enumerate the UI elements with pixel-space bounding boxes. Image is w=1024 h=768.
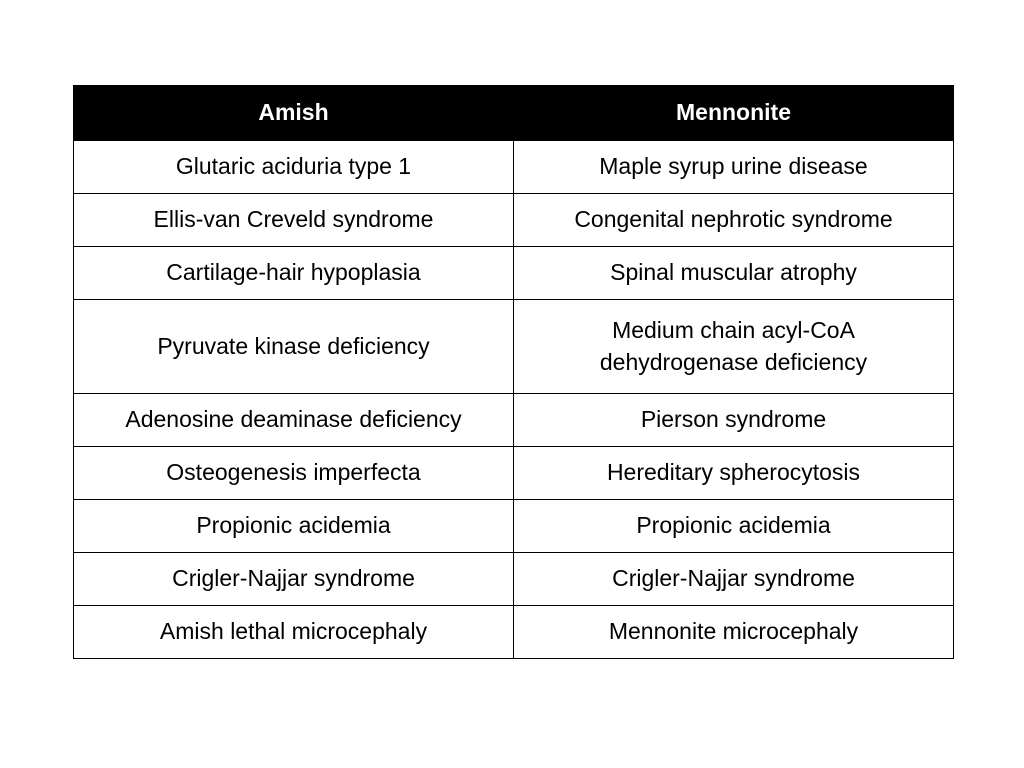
cell-amish: Propionic acidemia — [74, 500, 514, 553]
cell-mennonite-line: Mennonite microcephaly — [608, 618, 859, 645]
cell-mennonite — [514, 553, 954, 606]
cell-amish: Pyruvate kinase deficiency — [74, 300, 514, 394]
table-row — [74, 247, 954, 300]
cell-mennonite — [514, 394, 954, 447]
table-row — [74, 194, 954, 247]
table-row — [74, 300, 954, 394]
cell-mennonite-line: Medium chain acyl-CoA — [612, 317, 855, 344]
cell-amish: Ellis-van Creveld syndrome — [74, 194, 514, 247]
cell-mennonite — [514, 447, 954, 500]
cell-amish: Osteogenesis imperfecta — [74, 447, 514, 500]
table-row — [74, 553, 954, 606]
cell-mennonite-line: dehydrogenase deficiency — [599, 348, 868, 375]
cell-mennonite — [514, 300, 954, 394]
cell-amish: Amish lethal microcephaly — [74, 606, 514, 659]
cell-mennonite — [514, 247, 954, 300]
cell-mennonite-line: Propionic acidemia — [636, 512, 831, 539]
table-row — [74, 394, 954, 447]
cell-mennonite-line: Hereditary spherocytosis — [606, 459, 861, 486]
table-row — [74, 141, 954, 194]
cell-mennonite — [514, 606, 954, 659]
cell-amish: Glutaric aciduria type 1 — [74, 141, 514, 194]
cell-mennonite — [514, 500, 954, 553]
table-row — [74, 500, 954, 553]
cell-amish: Crigler-Najjar syndrome — [74, 553, 514, 606]
header-mennonite: Mennonite — [514, 86, 954, 141]
cell-amish: Adenosine deaminase deficiency — [74, 394, 514, 447]
cell-mennonite-line: Spinal muscular atrophy — [610, 259, 857, 286]
header-amish: Amish — [74, 86, 514, 141]
cell-mennonite — [514, 194, 954, 247]
cell-amish: Cartilage-hair hypoplasia — [74, 247, 514, 300]
cell-mennonite-line: Pierson syndrome — [640, 406, 827, 433]
cell-mennonite-line: Maple syrup urine disease — [599, 153, 868, 180]
table-row — [74, 447, 954, 500]
cell-mennonite-line: Crigler-Najjar syndrome — [612, 565, 855, 592]
table-header-row — [74, 86, 954, 141]
cell-mennonite-line: Congenital nephrotic syndrome — [574, 206, 893, 233]
disorders-table — [73, 85, 954, 659]
table-row — [74, 606, 954, 659]
table-body — [74, 141, 954, 659]
cell-mennonite — [514, 141, 954, 194]
